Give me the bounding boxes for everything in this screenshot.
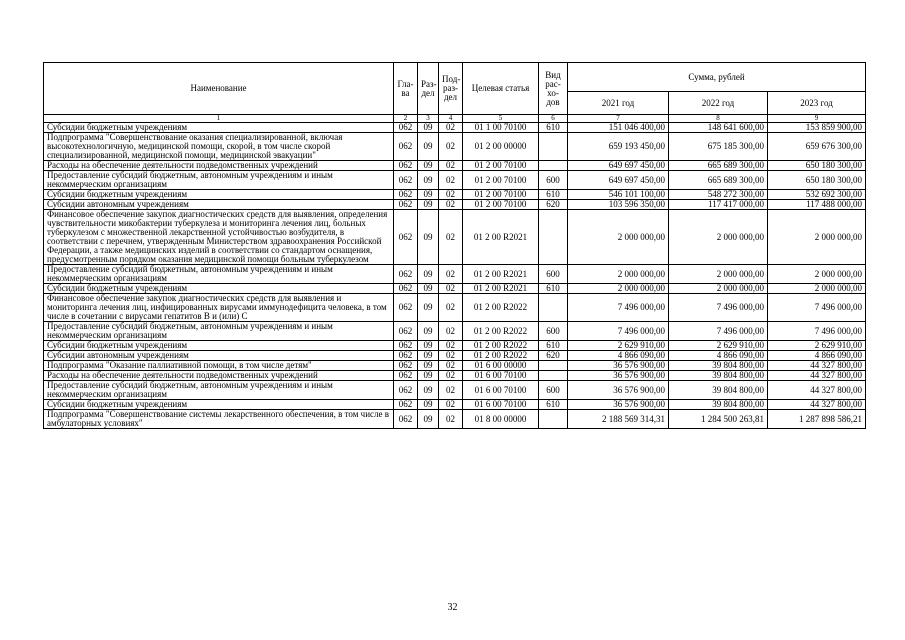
cell-razdel: 09 <box>418 284 439 294</box>
header-year-2023: 2023 год <box>768 92 866 115</box>
cell-sum-2022: 2 000 000,00 <box>669 265 768 284</box>
cell-target: 01 2 00 R2021 <box>463 284 539 294</box>
cell-sum-2021: 2 629 910,00 <box>568 341 669 351</box>
column-number: 4 <box>439 115 463 123</box>
table-row <box>44 371 866 381</box>
cell-sum-2023: 4 866 090,00 <box>768 351 866 361</box>
cell-razdel: 09 <box>418 210 439 265</box>
cell-sum-2022: 7 496 000,00 <box>669 322 768 341</box>
cell-sum-2022: 39 804 800,00 <box>669 371 768 381</box>
cell-sum-2021: 2 000 000,00 <box>568 265 669 284</box>
cell-target: 01 2 00 70100 <box>463 200 539 210</box>
cell-podrazdel: 02 <box>439 265 463 284</box>
cell-target: 01 2 00 R2022 <box>463 351 539 361</box>
cell-sum-2022: 665 689 300,00 <box>669 171 768 190</box>
cell-sum-2023: 659 676 300,00 <box>768 133 866 161</box>
table-row <box>44 171 866 190</box>
cell-razdel: 09 <box>418 133 439 161</box>
column-number-row <box>44 115 866 123</box>
cell-sum-2022: 4 866 090,00 <box>669 351 768 361</box>
cell-glava: 062 <box>394 371 418 381</box>
table-row <box>44 210 866 265</box>
cell-vid: 620 <box>539 351 568 361</box>
header-name: Наименование <box>44 63 394 115</box>
header-razdel: Раз-дел <box>418 63 439 115</box>
column-number: 3 <box>418 115 439 123</box>
table-row <box>44 322 866 341</box>
cell-vid: 600 <box>539 381 568 400</box>
cell-sum-2021: 2 000 000,00 <box>568 210 669 265</box>
cell-name: Субсидии бюджетным учреждениям <box>44 400 394 410</box>
column-number: 2 <box>394 115 418 123</box>
cell-name: Субсидии бюджетным учреждениям <box>44 190 394 200</box>
header-sum: Сумма, рублей <box>568 63 866 92</box>
column-number: 9 <box>768 115 866 123</box>
cell-glava: 062 <box>394 400 418 410</box>
cell-name: Предоставление субсидий бюджетным, автономным учреждениям и иным некоммерческим организациям <box>44 171 394 190</box>
cell-vid <box>539 210 568 265</box>
cell-vid: 610 <box>539 284 568 294</box>
cell-target: 01 6 00 70100 <box>463 381 539 400</box>
cell-sum-2023: 1 287 898 586,21 <box>768 410 866 429</box>
header-glava: Гла-ва <box>394 63 418 115</box>
cell-vid <box>539 161 568 171</box>
cell-name: Подпрограмма "Совершенствование оказания специализированной, включая высокотехнологичную, медицинской помощи, скорой, в том числе скорой специализированной, медицинской помощи, медицинской эвакуации" <box>44 133 394 161</box>
cell-sum-2022: 675 185 300,00 <box>669 133 768 161</box>
cell-sum-2021: 4 866 090,00 <box>568 351 669 361</box>
cell-glava: 062 <box>394 410 418 429</box>
cell-sum-2021: 546 101 100,00 <box>568 190 669 200</box>
column-number: 8 <box>669 115 768 123</box>
cell-target: 01 2 00 R2022 <box>463 341 539 351</box>
cell-glava: 062 <box>394 200 418 210</box>
cell-podrazdel: 02 <box>439 161 463 171</box>
table-row <box>44 265 866 284</box>
cell-glava: 062 <box>394 210 418 265</box>
cell-sum-2022: 2 629 910,00 <box>669 341 768 351</box>
cell-vid: 620 <box>539 200 568 210</box>
cell-razdel: 09 <box>418 190 439 200</box>
table-row <box>44 351 866 361</box>
table-row <box>44 341 866 351</box>
cell-target: 01 2 00 R2022 <box>463 294 539 322</box>
cell-sum-2023: 117 488 000,00 <box>768 200 866 210</box>
cell-name: Предоставление субсидий бюджетным, автономным учреждениям и иным некоммерческим организациям <box>44 265 394 284</box>
cell-podrazdel: 02 <box>439 341 463 351</box>
column-number: 7 <box>568 115 669 123</box>
cell-razdel: 09 <box>418 322 439 341</box>
cell-sum-2023: 44 327 800,00 <box>768 371 866 381</box>
cell-target: 01 6 00 70100 <box>463 371 539 381</box>
cell-glava: 062 <box>394 322 418 341</box>
cell-podrazdel: 02 <box>439 361 463 371</box>
cell-name: Субсидии бюджетным учреждениям <box>44 341 394 351</box>
table-row <box>44 161 866 171</box>
cell-podrazdel: 02 <box>439 133 463 161</box>
cell-razdel: 09 <box>418 400 439 410</box>
cell-sum-2023: 7 496 000,00 <box>768 294 866 322</box>
table-row <box>44 284 866 294</box>
page-number: 32 <box>447 602 458 613</box>
cell-vid <box>539 133 568 161</box>
cell-glava: 062 <box>394 381 418 400</box>
cell-vid: 600 <box>539 322 568 341</box>
cell-sum-2022: 548 272 300,00 <box>669 190 768 200</box>
cell-razdel: 09 <box>418 161 439 171</box>
cell-target: 01 2 00 00000 <box>463 133 539 161</box>
cell-podrazdel: 02 <box>439 190 463 200</box>
cell-razdel: 09 <box>418 341 439 351</box>
table-row <box>44 361 866 371</box>
cell-sum-2023: 2 000 000,00 <box>768 284 866 294</box>
cell-podrazdel: 02 <box>439 400 463 410</box>
cell-glava: 062 <box>394 284 418 294</box>
cell-sum-2023: 7 496 000,00 <box>768 322 866 341</box>
cell-razdel: 09 <box>418 200 439 210</box>
table-row <box>44 190 866 200</box>
table-body <box>44 123 866 429</box>
cell-sum-2022: 117 417 000,00 <box>669 200 768 210</box>
cell-vid: 610 <box>539 123 568 133</box>
table-row <box>44 123 866 133</box>
cell-sum-2021: 649 697 450,00 <box>568 171 669 190</box>
cell-target: 01 2 00 70100 <box>463 171 539 190</box>
cell-name: Субсидии автономным учреждениям <box>44 200 394 210</box>
cell-name: Финансовое обеспечение закупок диагностических средств для выявления, определения чувствительности микобактерии туберкулеза и мониторинга лечения лиц, больных туберкулезом с множественной лекарственной устойчивостью возбудителя, в соответствии с перечнем, утвержденным Министерством здравоохранения Российской Федерации, а также медицинских изделий в соответствии со стандартом оснащения, предусмотренным порядком оказания медицинской помощи больным туберкулезом <box>44 210 394 265</box>
cell-vid <box>539 361 568 371</box>
table-row <box>44 381 866 400</box>
cell-target: 01 6 00 70100 <box>463 400 539 410</box>
cell-glava: 062 <box>394 171 418 190</box>
cell-name: Подпрограмма "Совершенствование системы лекарственного обеспечения, в том числе в амбулаторных условиях" <box>44 410 394 429</box>
cell-sum-2022: 2 000 000,00 <box>669 210 768 265</box>
header-podrazdel: Под-раз-дел <box>439 63 463 115</box>
cell-sum-2022: 1 284 500 263,81 <box>669 410 768 429</box>
cell-glava: 062 <box>394 361 418 371</box>
cell-sum-2021: 151 046 400,00 <box>568 123 669 133</box>
cell-razdel: 09 <box>418 123 439 133</box>
cell-podrazdel: 02 <box>439 123 463 133</box>
cell-sum-2022: 665 689 300,00 <box>669 161 768 171</box>
cell-sum-2023: 44 327 800,00 <box>768 381 866 400</box>
cell-target: 01 2 00 70100 <box>463 161 539 171</box>
cell-podrazdel: 02 <box>439 322 463 341</box>
cell-sum-2022: 39 804 800,00 <box>669 361 768 371</box>
cell-target: 01 1 00 70100 <box>463 123 539 133</box>
cell-name: Субсидии бюджетным учреждениям <box>44 123 394 133</box>
column-number: 6 <box>539 115 568 123</box>
cell-razdel: 09 <box>418 351 439 361</box>
cell-razdel: 09 <box>418 294 439 322</box>
column-number: 5 <box>463 115 539 123</box>
cell-sum-2023: 532 692 300,00 <box>768 190 866 200</box>
cell-sum-2021: 7 496 000,00 <box>568 294 669 322</box>
cell-podrazdel: 02 <box>439 171 463 190</box>
cell-podrazdel: 02 <box>439 371 463 381</box>
cell-name: Субсидии бюджетным учреждениям <box>44 284 394 294</box>
cell-sum-2022: 39 804 800,00 <box>669 400 768 410</box>
budget-table <box>43 62 866 429</box>
cell-sum-2022: 39 804 800,00 <box>669 381 768 400</box>
cell-sum-2021: 649 697 450,00 <box>568 161 669 171</box>
cell-sum-2023: 2 629 910,00 <box>768 341 866 351</box>
cell-sum-2021: 36 576 900,00 <box>568 361 669 371</box>
cell-sum-2023: 44 327 800,00 <box>768 361 866 371</box>
cell-vid: 610 <box>539 190 568 200</box>
cell-name: Расходы на обеспечение деятельности подведомственных учреждений <box>44 371 394 381</box>
cell-sum-2023: 650 180 300,00 <box>768 161 866 171</box>
cell-sum-2021: 36 576 900,00 <box>568 371 669 381</box>
cell-podrazdel: 02 <box>439 294 463 322</box>
cell-sum-2022: 148 641 600,00 <box>669 123 768 133</box>
header-year-2021: 2021 год <box>568 92 669 115</box>
table-row <box>44 400 866 410</box>
table-row <box>44 133 866 161</box>
cell-podrazdel: 02 <box>439 410 463 429</box>
cell-glava: 062 <box>394 161 418 171</box>
cell-razdel: 09 <box>418 381 439 400</box>
cell-vid: 610 <box>539 341 568 351</box>
cell-sum-2021: 36 576 900,00 <box>568 381 669 400</box>
cell-glava: 062 <box>394 351 418 361</box>
header-target: Целевая статья <box>463 63 539 115</box>
cell-vid: 600 <box>539 171 568 190</box>
cell-razdel: 09 <box>418 361 439 371</box>
cell-podrazdel: 02 <box>439 210 463 265</box>
cell-name: Финансовое обеспечение закупок диагностических средств для выявления и мониторинга лечения лиц, инфицированных вирусами иммунодефицита человека, в том числе в сочетании с вирусами гепатитов B и (или) C <box>44 294 394 322</box>
cell-vid: 610 <box>539 400 568 410</box>
header-year-2022: 2022 год <box>669 92 768 115</box>
cell-sum-2021: 36 576 900,00 <box>568 400 669 410</box>
cell-name: Предоставление субсидий бюджетным, автономным учреждениям и иным некоммерческим организациям <box>44 381 394 400</box>
cell-target: 01 8 00 00000 <box>463 410 539 429</box>
table-row <box>44 294 866 322</box>
cell-glava: 062 <box>394 265 418 284</box>
cell-podrazdel: 02 <box>439 351 463 361</box>
cell-podrazdel: 02 <box>439 381 463 400</box>
cell-sum-2023: 153 859 900,00 <box>768 123 866 133</box>
cell-sum-2021: 2 000 000,00 <box>568 284 669 294</box>
table-row <box>44 410 866 429</box>
cell-razdel: 09 <box>418 371 439 381</box>
cell-name: Подпрограмма "Оказание паллиативной помощи, в том числе детям" <box>44 361 394 371</box>
cell-glava: 062 <box>394 190 418 200</box>
cell-sum-2021: 659 193 450,00 <box>568 133 669 161</box>
column-number: 1 <box>44 115 394 123</box>
cell-glava: 062 <box>394 133 418 161</box>
header-vid: Вид рас-хо-дов <box>539 63 568 115</box>
cell-glava: 062 <box>394 123 418 133</box>
cell-target: 01 2 00 R2022 <box>463 322 539 341</box>
cell-sum-2021: 103 596 350,00 <box>568 200 669 210</box>
cell-sum-2022: 2 000 000,00 <box>669 284 768 294</box>
cell-sum-2022: 7 496 000,00 <box>669 294 768 322</box>
cell-razdel: 09 <box>418 171 439 190</box>
cell-vid: 600 <box>539 265 568 284</box>
cell-sum-2023: 44 327 800,00 <box>768 400 866 410</box>
cell-target: 01 2 00 70100 <box>463 190 539 200</box>
cell-target: 01 2 00 R2021 <box>463 210 539 265</box>
cell-vid <box>539 371 568 381</box>
cell-target: 01 2 00 R2021 <box>463 265 539 284</box>
table-row <box>44 200 866 210</box>
cell-podrazdel: 02 <box>439 200 463 210</box>
cell-name: Субсидии автономным учреждениям <box>44 351 394 361</box>
cell-name: Расходы на обеспечение деятельности подведомственных учреждений <box>44 161 394 171</box>
cell-glava: 062 <box>394 294 418 322</box>
cell-sum-2023: 650 180 300,00 <box>768 171 866 190</box>
cell-vid <box>539 410 568 429</box>
cell-sum-2021: 7 496 000,00 <box>568 322 669 341</box>
cell-razdel: 09 <box>418 265 439 284</box>
cell-vid <box>539 294 568 322</box>
cell-razdel: 09 <box>418 410 439 429</box>
cell-sum-2023: 2 000 000,00 <box>768 210 866 265</box>
cell-sum-2023: 2 000 000,00 <box>768 265 866 284</box>
cell-glava: 062 <box>394 341 418 351</box>
cell-target: 01 6 00 00000 <box>463 361 539 371</box>
cell-name: Предоставление субсидий бюджетным, автономным учреждениям и иным некоммерческим организациям <box>44 322 394 341</box>
cell-sum-2021: 2 188 569 314,31 <box>568 410 669 429</box>
cell-podrazdel: 02 <box>439 284 463 294</box>
